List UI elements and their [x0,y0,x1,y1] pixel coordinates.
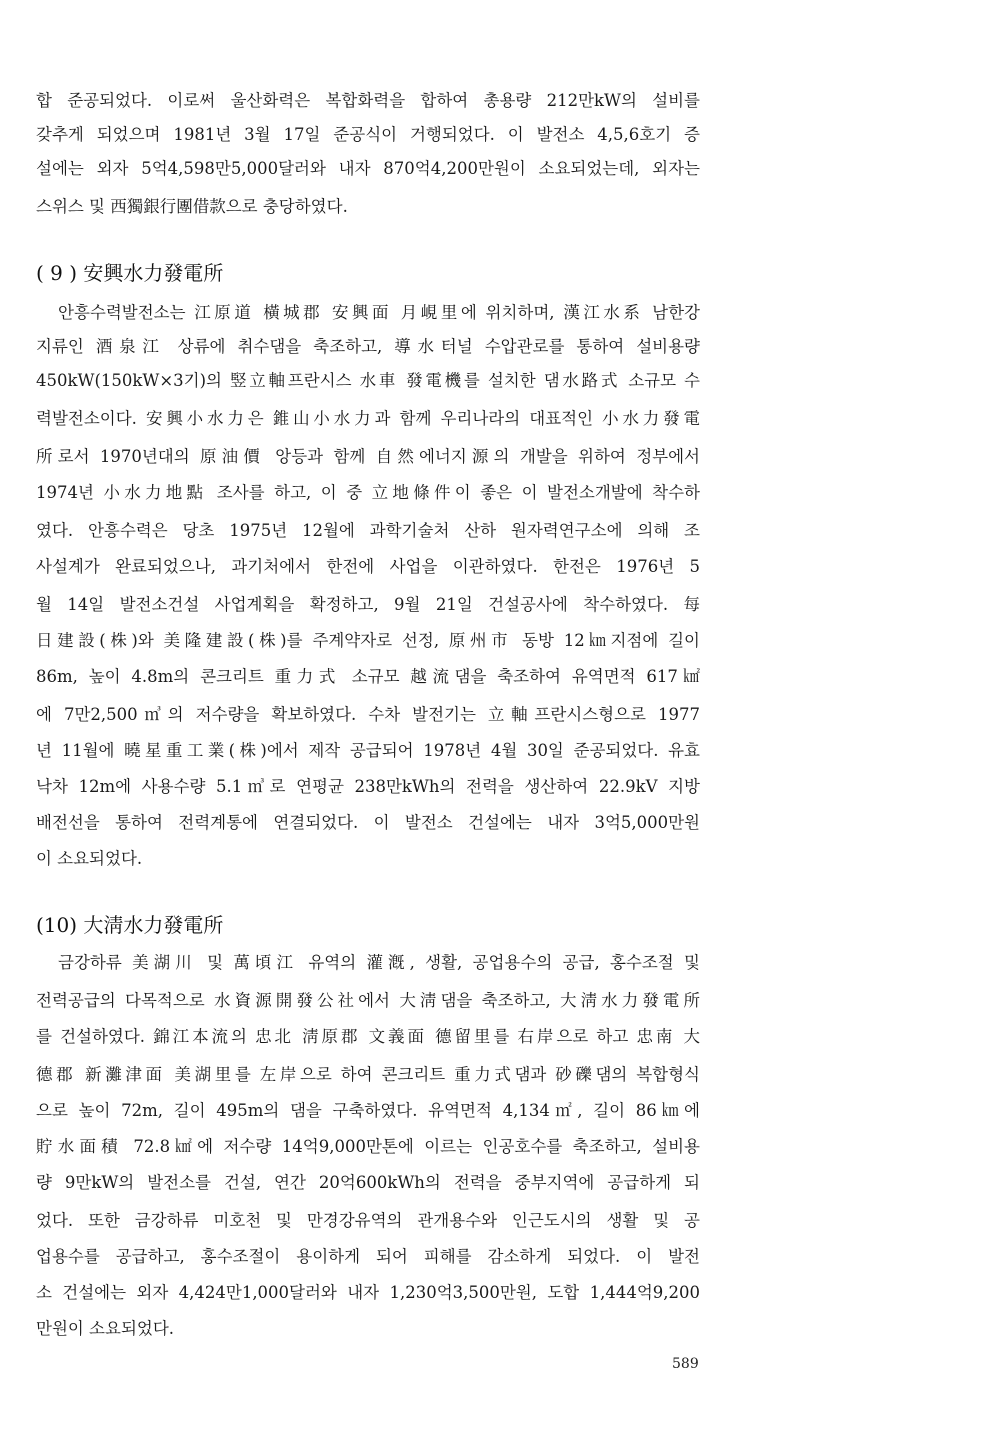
text-line: 사설계가 완료되었으나, 과기처에서 한전에 사업을 이관하였다. 한전은 1976년 5 [36,557,700,576]
text-line: 스위스 및 西獨銀行團借款으로 충당하였다. [36,197,348,216]
text-line: 으로 높이 72m, 길이 495m의 댐을 구축하였다. 유역면적 4,134㎡, 길이 86㎞에 [36,1101,700,1120]
text-line: 업용수를 공급하고, 홍수조절이 용이하게 되어 피해를 감소하게 되었다. 이 발전 [36,1247,700,1266]
text-line: 설에는 외자 5억4,598만5,000달러와 내자 870억4,200만원이 소요되었는데, 외자는 [36,159,700,178]
text-line: 소 건설에는 외자 4,424만1,000달러와 내자 1,230억3,500만원, 도합 1,444억9,200 [36,1283,700,1302]
text-line: 86m, 높이 4.8m의 콘크리트 重力式 소규모 越流댐을 축조하여 유역면적 617㎢ [36,667,700,686]
text-line: 에 7만2,500㎥의 저수량을 확보하였다. 수차 발전기는 立軸프란시스형으로 1977 [36,705,700,724]
text-line: 었다. 또한 금강하류 미호천 및 만경강유역의 관개용수와 인근도시의 생활 및 공 [36,1211,700,1230]
text-line: 량 9만kW의 발전소를 건설, 연간 20억600kWh의 전력을 중부지역에 공급하게 되 [36,1173,700,1192]
page-number: 589 [672,1356,699,1372]
text-line: 德郡 新灘津面 美湖里를 左岸으로 하여 콘크리트 重力式댐과 砂礫댐의 복합형식 [36,1065,700,1084]
text-line: 갖추게 되었으며 1981년 3월 17일 준공식이 거행되었다. 이 발전소 4,5,6호기 증 [36,125,700,144]
text-line: 貯水面積 72.8㎢에 저수량 14억9,000만톤에 이르는 인공호수를 축조하고, 설비용 [36,1137,700,1156]
text-line: 합 준공되었다. 이로써 울산화력은 복합화력을 합하여 총용량 212만kW의 설비를 [36,91,700,110]
text-line: 력발전소이다. 安興小水力은 錐山小水力과 함께 우리나라의 대표적인 小水力發電 [36,409,700,428]
text-line: 이 소요되었다. [36,849,143,868]
text-line: 배전선을 통하여 전력계통에 연결되었다. 이 발전소 건설에는 내자 3억5,000만원 [36,813,700,832]
text-line: 를 건설하였다. 錦江本流의 忠北 淸原郡 文義面 德留里를 右岸으로 하고 忠南 大 [36,1027,700,1046]
text-line: 1974년 小水力地點 조사를 하고, 이 중 立地條件이 좋은 이 발전소개발에 착수하 [36,483,700,502]
text-line: 450kW(150kW×3기)의 竪立軸프란시스 水車 發電機를 설치한 댐水路式 소규모 수 [36,371,700,390]
text-line: 日建設(株)와 美隆建設(株)를 주계약자로 선정, 原州市 동방 12㎞지점에 길이 [36,631,700,650]
section-heading: ( 9 ) 安興水力發電所 [36,261,224,285]
text-line: 만원이 소요되었다. [36,1319,175,1338]
text-line: 지류인 酒泉江 상류에 취수댐을 축조하고, 導水터널 수압관로를 통하여 설비용량 [36,337,700,356]
section-heading: (10) 大淸水力發電所 [36,913,224,937]
text-line: 전력공급의 다목적으로 水資源開發公社에서 大淸댐을 축조하고, 大淸水力發電所 [36,991,700,1010]
text-line: 금강하류 美湖川 및 萬頃江 유역의 灌漑, 생활, 공업용수의 공급, 홍수조절 및 [58,953,700,972]
text-line: 안흥수력발전소는 江原道 橫城郡 安興面 月峴里에 위치하며, 漢江水系 남한강 [58,303,700,322]
text-line: 월 14일 발전소건설 사업계획을 확정하고, 9월 21일 건설공사에 착수하였다. 每 [36,595,700,614]
text-line: 년 11월에 曉星重工業(株)에서 제작 공급되어 1978년 4월 30일 준공되었다. 유효 [36,741,700,760]
text-line: 所로서 1970년대의 原油價 앙등과 함께 自然에너지源의 개발을 위하여 정부에서 [36,447,700,466]
text-line: 낙차 12m에 사용수량 5.1㎥로 연평균 238만kWh의 전력을 생산하여 22.9kV 지방 [36,777,700,796]
text-line: 였다. 안흥수력은 당초 1975년 12월에 과학기술처 산하 원자력연구소에 의해 조 [36,521,700,540]
